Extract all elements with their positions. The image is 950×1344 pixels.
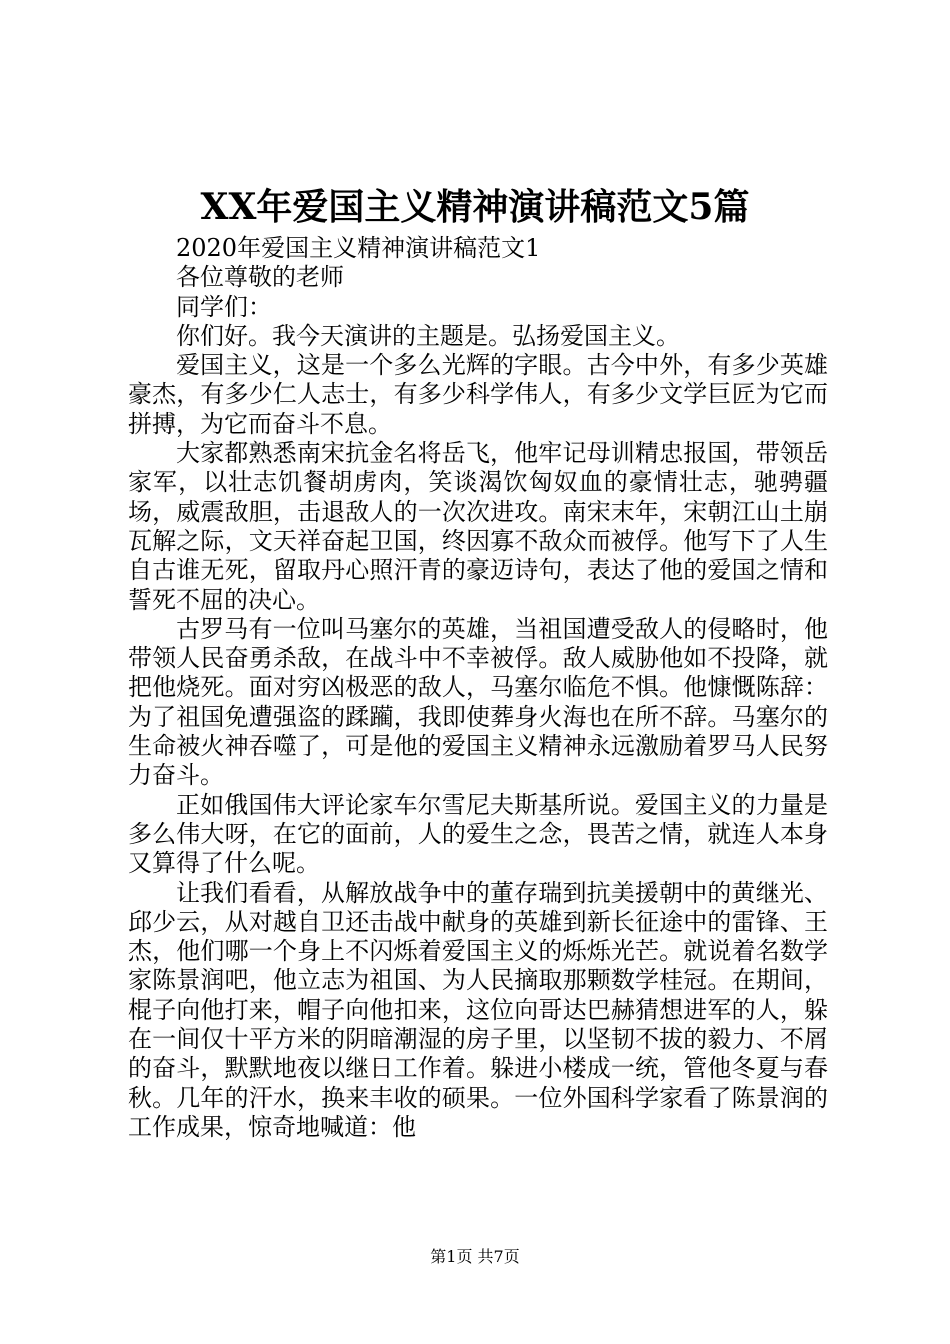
paragraph-body: 大家都熟悉南宋抗金名将岳飞，他牢记母训精忠报国，带领岳家军，以壮志饥餐胡虏肉，笑谈渴饮匈奴血的豪情壮志，驰骋疆场，威震敌胆，击退敌人的一次次进攻。南宋末年，宋朝江山土崩瓦解之际，文天祥奋起卫国，终因寡不敌众而被俘。他写下了人生自古谁无死，留取丹心照汗青的豪迈诗句，表达了他的爱国之情和誓死不屈的决心。 <box>128 439 828 614</box>
paragraph-body: 爱国主义，这是一个多么光辉的字眼。古今中外，有多少英雄豪杰，有多少仁人志士，有多少科学伟人，有多少文学巨匠为它而拼搏，为它而奋斗不息。 <box>128 351 828 438</box>
paragraph-body: 让我们看看，从解放战争中的董存瑞到抗美援朝中的黄继光、邱少云，从对越自卫还击战中献身的英雄到新长征途中的雷锋、王杰，他们哪一个身上不闪烁着爱国主义的烁烁光芒。就说着名数学家陈景润吧，他立志为祖国、为人民摘取那颗数学桂冠。在期间，棍子向他打来，帽子向他扣来，这位向哥达巴赫猜想进军的人，躲在一间仅十平方米的阴暗潮湿的房子里，以坚韧不拔的毅力、不屑的奋斗，默默地夜以继日工作着。躲进小楼成一统，管他冬夏与春秋。几年的汗水，换来丰收的硕果。一位外国科学家看了陈景润的工作成果，惊奇地喊道：他 <box>128 878 828 1141</box>
paragraph-salutation-teachers: 各位尊敬的老师 <box>176 263 344 292</box>
paragraph-body: 古罗马有一位叫马塞尔的英雄，当祖国遭受敌人的侵略时，他带领人民奋勇杀敌，在战斗中不幸被俘。敌人威胁他如不投降，就把他烧死。面对穷凶极恶的敌人，马塞尔临危不惧。他慷慨陈辞：为了祖国免遭强盗的蹂躏，我即使葬身火海也在所不辞。马塞尔的生命被火神吞噬了，可是他的爱国主义精神永远激励着罗马人民努力奋斗。 <box>128 614 828 790</box>
paragraph-greeting: 你们好。我今天演讲的主题是。弘扬爱国主义。 <box>176 321 680 350</box>
page-footer: 第1页 共7页 <box>430 1247 520 1266</box>
paragraph-salutation-students: 同学们： <box>176 292 272 321</box>
document-title: XX年爱国主义精神演讲稿范文5篇 <box>200 186 750 228</box>
document-body <box>128 234 828 1142</box>
paragraph-body: 正如俄国伟大评论家车尔雪尼夫斯基所说。爱国主义的力量是多么伟大呀，在它的面前，人的爱生之念，畏苦之情，就连人本身又算得了什么呢。 <box>128 790 828 878</box>
paragraph-subtitle: 2020年爱国主义精神演讲稿范文1 <box>176 234 541 262</box>
